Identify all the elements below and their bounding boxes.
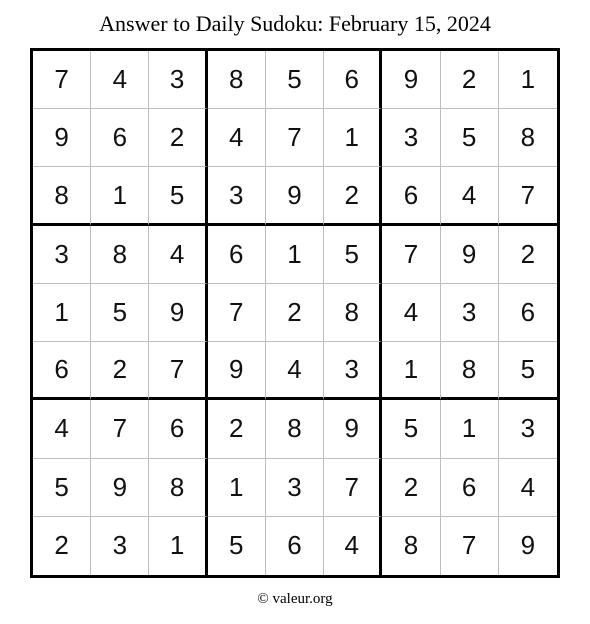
sudoku-cell-r5-c3: 9 [149, 284, 207, 342]
sudoku-cell-r4-c2: 8 [91, 226, 149, 284]
sudoku-cell-r6-c4: 9 [208, 342, 266, 400]
page-title: Answer to Daily Sudoku: February 15, 2024 [99, 11, 491, 36]
sudoku-cell-r1-c8: 2 [441, 51, 499, 109]
sudoku-cell-r8-c9: 4 [499, 459, 557, 517]
sudoku-cell-r9-c7: 8 [382, 517, 440, 575]
sudoku-cell-r5-c4: 7 [208, 284, 266, 342]
sudoku-cell-r5-c1: 1 [33, 284, 91, 342]
sudoku-cell-r1-c9: 1 [499, 51, 557, 109]
sudoku-cell-r4-c8: 9 [441, 226, 499, 284]
sudoku-cell-r2-c5: 7 [266, 109, 324, 167]
sudoku-cell-r4-c7: 7 [382, 226, 440, 284]
sudoku-cell-r7-c1: 4 [33, 400, 91, 458]
sudoku-cell-r7-c4: 2 [208, 400, 266, 458]
sudoku-cell-r9-c3: 1 [149, 517, 207, 575]
sudoku-cell-r1-c6: 6 [324, 51, 382, 109]
sudoku-cell-r4-c6: 5 [324, 226, 382, 284]
sudoku-cell-r2-c9: 8 [499, 109, 557, 167]
copyright-footer: © valeur.org [257, 591, 333, 607]
sudoku-cell-r3-c2: 1 [91, 167, 149, 225]
sudoku-cell-r8-c1: 5 [33, 459, 91, 517]
sudoku-cell-r7-c7: 5 [382, 400, 440, 458]
sudoku-cell-r3-c6: 2 [324, 167, 382, 225]
sudoku-cell-r1-c3: 3 [149, 51, 207, 109]
sudoku-cell-r8-c3: 8 [149, 459, 207, 517]
sudoku-cell-r7-c8: 1 [441, 400, 499, 458]
sudoku-cell-r9-c8: 7 [441, 517, 499, 575]
sudoku-cell-r6-c1: 6 [33, 342, 91, 400]
sudoku-cell-r2-c6: 1 [324, 109, 382, 167]
sudoku-cell-r1-c7: 9 [382, 51, 440, 109]
sudoku-cell-r3-c9: 7 [499, 167, 557, 225]
sudoku-cell-r5-c8: 3 [441, 284, 499, 342]
sudoku-cell-r4-c4: 6 [208, 226, 266, 284]
sudoku-cell-r3-c4: 3 [208, 167, 266, 225]
sudoku-cell-r1-c1: 7 [33, 51, 91, 109]
sudoku-cell-r3-c1: 8 [33, 167, 91, 225]
sudoku-cell-r8-c2: 9 [91, 459, 149, 517]
sudoku-cell-r1-c5: 5 [266, 51, 324, 109]
sudoku-cell-r9-c4: 5 [208, 517, 266, 575]
sudoku-cell-r3-c3: 5 [149, 167, 207, 225]
sudoku-cell-r8-c5: 3 [266, 459, 324, 517]
sudoku-cell-r7-c9: 3 [499, 400, 557, 458]
sudoku-cell-r8-c8: 6 [441, 459, 499, 517]
sudoku-cell-r2-c3: 2 [149, 109, 207, 167]
sudoku-cell-r9-c6: 4 [324, 517, 382, 575]
sudoku-cell-r2-c8: 5 [441, 109, 499, 167]
sudoku-cell-r4-c5: 1 [266, 226, 324, 284]
sudoku-cell-r1-c4: 8 [208, 51, 266, 109]
sudoku-cell-r4-c9: 2 [499, 226, 557, 284]
sudoku-cell-r3-c7: 6 [382, 167, 440, 225]
sudoku-cell-r2-c2: 6 [91, 109, 149, 167]
sudoku-cell-r5-c6: 8 [324, 284, 382, 342]
sudoku-cell-r9-c1: 2 [33, 517, 91, 575]
sudoku-cell-r2-c7: 3 [382, 109, 440, 167]
sudoku-cell-r2-c1: 9 [33, 109, 91, 167]
sudoku-cell-r3-c5: 9 [266, 167, 324, 225]
sudoku-cell-r9-c9: 9 [520, 530, 536, 561]
sudoku-cell-r7-c2: 7 [91, 400, 149, 458]
sudoku-cell-r1-c2: 4 [91, 51, 149, 109]
sudoku-cell-r6-c9: 5 [499, 342, 557, 400]
sudoku-cell-r5-c9: 6 [499, 284, 557, 342]
sudoku-cell-r4-c1: 3 [33, 226, 91, 284]
sudoku-cell-r6-c2: 2 [91, 342, 149, 400]
sudoku-cell-r7-c3: 6 [149, 400, 207, 458]
sudoku-cell-r5-c7: 4 [382, 284, 440, 342]
sudoku-cell-r9-c2: 3 [91, 517, 149, 575]
sudoku-cell-r8-c7: 2 [382, 459, 440, 517]
sudoku-cell-r6-c8: 8 [441, 342, 499, 400]
sudoku-cell-r5-c5: 2 [266, 284, 324, 342]
sudoku-cell-r8-c4: 1 [208, 459, 266, 517]
sudoku-cell-r6-c3: 7 [149, 342, 207, 400]
sudoku-cell-r7-c5: 8 [266, 400, 324, 458]
sudoku-cell-r7-c6: 9 [324, 400, 382, 458]
sudoku-board [30, 48, 560, 578]
sudoku-cell-r5-c2: 5 [91, 284, 149, 342]
sudoku-cell-r3-c8: 4 [441, 167, 499, 225]
sudoku-cell-r9-c5: 6 [266, 517, 324, 575]
sudoku-cell-r4-c3: 4 [149, 226, 207, 284]
sudoku-cell-r2-c4: 4 [208, 109, 266, 167]
sudoku-cell-r6-c6: 3 [324, 342, 382, 400]
sudoku-cell-r8-c6: 7 [324, 459, 382, 517]
sudoku-cell-r6-c5: 4 [266, 342, 324, 400]
sudoku-cell-r6-c7: 1 [382, 342, 440, 400]
